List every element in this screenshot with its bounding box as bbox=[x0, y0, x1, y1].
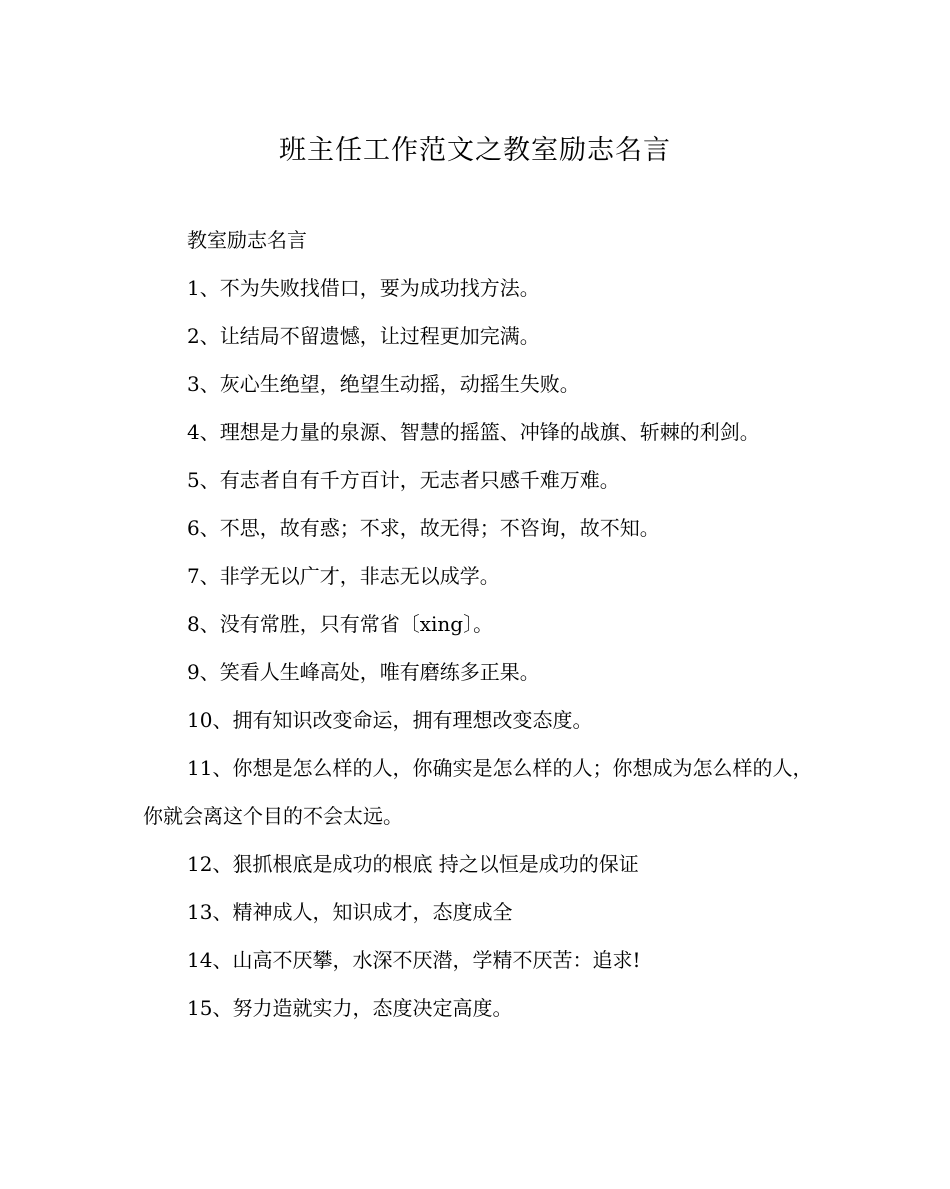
paragraph-quote-4: 4、理想是力量的泉源、智慧的摇篮、冲锋的战旗、斩棘的利剑。 bbox=[187, 420, 760, 444]
document-title: 班主任工作范文之教室励志名言 bbox=[279, 135, 671, 166]
paragraph-quote-9: 9、笑看人生峰高处，唯有磨练多正果。 bbox=[187, 660, 540, 684]
paragraph-quote-7: 7、非学无以广才，非志无以成学。 bbox=[187, 564, 500, 588]
paragraph-quote-3: 3、灰心生绝望，绝望生动摇，动摇生失败。 bbox=[187, 372, 580, 396]
paragraph-quote-14: 14、山高不厌攀，水深不厌潜，学精不厌苦：追求! bbox=[187, 948, 641, 972]
paragraph-quote-2: 2、让结局不留遗憾，让过程更加完满。 bbox=[187, 324, 540, 348]
paragraph-quote-13: 13、精神成人，知识成才，态度成全 bbox=[187, 900, 513, 924]
paragraph-heading: 教室励志名言 bbox=[187, 228, 307, 252]
paragraph-quote-5: 5、有志者自有千方百计，无志者只感千难万难。 bbox=[187, 468, 620, 492]
document-body bbox=[143, 216, 813, 1032]
paragraph-quote-6: 6、不思，故有惑；不求，故无得；不咨询，故不知。 bbox=[187, 516, 660, 540]
paragraph-quote-12: 12、狠抓根底是成功的根底 持之以恒是成功的保证 bbox=[187, 852, 639, 876]
paragraph-quote-1: 1、不为失败找借口，要为成功找方法。 bbox=[187, 276, 540, 300]
paragraph-quote-8: 8、没有常胜，只有常省〔xing〕。 bbox=[187, 612, 494, 636]
paragraph-quote-15: 15、努力造就实力，态度决定高度。 bbox=[187, 996, 513, 1020]
paragraph-quote-11: 11、你想是怎么样的人，你确实是怎么样的人；你想成为怎么样的人，你就会离这个目的不会太远。 bbox=[143, 756, 813, 828]
paragraph-quote-10: 10、拥有知识改变命运，拥有理想改变态度。 bbox=[187, 708, 593, 732]
